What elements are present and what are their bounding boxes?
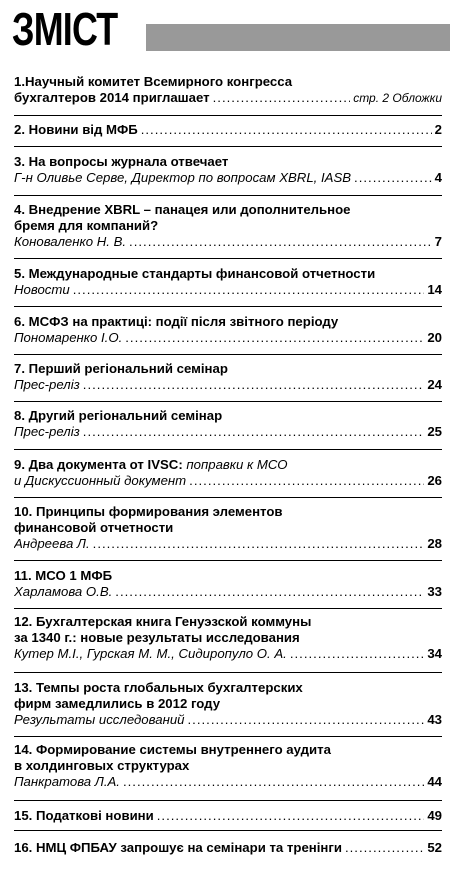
toc-entry-6[interactable] — [14, 314, 442, 346]
leader-dots — [93, 536, 425, 552]
entry-title: 16. НМЦ ФПБАУ запрошує на семінари та тренінги — [14, 840, 342, 855]
entry-author: Пономаренко І.О. — [14, 330, 123, 345]
entry-title-cont: бремя для компаний? — [14, 218, 159, 233]
entry-title: 2. Новини від МФБ — [14, 122, 138, 137]
toc-entry-2[interactable] — [14, 122, 442, 138]
leader-dots — [141, 122, 432, 138]
entry-author: Прес-реліз — [14, 377, 80, 392]
leader-dots — [189, 473, 424, 489]
separator — [14, 146, 442, 147]
entry-page: 52 — [427, 840, 442, 855]
entry-page: 20 — [427, 330, 442, 345]
toc-entry-8[interactable] — [14, 408, 442, 440]
entry-author: Коноваленко Н. В. — [14, 234, 127, 249]
entry-title: 1.Научный комитет Всемирного конгресса — [14, 74, 293, 89]
toc-entry-13[interactable] — [14, 680, 442, 728]
entry-title: 5. Международные стандарты финансовой отчетности — [14, 266, 376, 281]
entry-page: 33 — [427, 584, 442, 599]
separator — [14, 401, 442, 402]
leader-dots — [345, 840, 424, 856]
separator — [14, 115, 442, 116]
entry-page: 44 — [427, 774, 442, 789]
toc-entry-11[interactable] — [14, 568, 442, 600]
entry-title: 15. Податкові новини — [14, 808, 154, 823]
entry-title: 6. МСФЗ на практиці: події після звітного періоду — [14, 314, 339, 329]
entry-page: 2 — [434, 122, 442, 137]
entry-title-cont: финансовой отчетности — [14, 520, 174, 535]
leader-dots — [115, 584, 424, 600]
entry-page: 24 — [427, 377, 442, 392]
toc-entry-1[interactable] — [14, 74, 442, 106]
separator — [14, 258, 442, 259]
entry-page: 43 — [427, 712, 442, 727]
entry-page: 4 — [434, 170, 442, 185]
entry-title: 12. Бухгалтерская книга Генуэзской коммуны — [14, 614, 312, 629]
header-bar — [146, 24, 450, 51]
separator — [14, 800, 442, 801]
entry-page: 14 — [427, 282, 442, 297]
entry-title: 8. Другий регіональний семінар — [14, 408, 223, 423]
entry-title: 14. Формирование системы внутреннего аудита — [14, 742, 331, 757]
leader-dots — [123, 774, 424, 790]
toc-entry-16[interactable] — [14, 840, 442, 856]
separator — [14, 830, 442, 831]
entry-author: Результаты исследований — [14, 712, 185, 727]
entry-title: 9. Два документа от IVSC: — [14, 457, 183, 472]
separator — [14, 195, 442, 196]
entry-author: Панкратова Л.А. — [14, 774, 120, 789]
entry-title: 11. МСО 1 МФБ — [14, 568, 113, 583]
entry-author: Кутер М.І., Гурская М. М., Сидиропуло О. А. — [14, 646, 287, 661]
entry-title-cont: за 1340 г.: новые результаты исследования — [14, 630, 300, 645]
separator — [14, 560, 442, 561]
leader-dots — [73, 282, 425, 298]
entry-page: 26 — [427, 473, 442, 488]
toc-entry-9[interactable] — [14, 457, 442, 489]
page-title: ЗМІСТ — [12, 3, 118, 55]
entry-title-cont: в холдинговых структурах — [14, 758, 190, 773]
entry-author: Новости — [14, 282, 70, 297]
entry-page: 49 — [427, 808, 442, 823]
entry-title: 3. На вопросы журнала отвечает — [14, 154, 229, 169]
header — [0, 0, 450, 66]
entry-page: 28 — [427, 536, 442, 551]
separator — [14, 736, 442, 737]
entry-title: 10. Принципы формирования элементов — [14, 504, 283, 519]
entry-title: 13. Темпы роста глобальных бухгалтерских — [14, 680, 303, 695]
toc-entry-3[interactable] — [14, 154, 442, 186]
separator — [14, 306, 442, 307]
separator — [14, 608, 442, 609]
entry-author: Прес-реліз — [14, 424, 80, 439]
entry-title-italic: поправки к МСО — [182, 457, 288, 472]
leader-dots — [129, 234, 432, 250]
entry-author: Харламова О.В. — [14, 584, 113, 599]
toc-entry-12[interactable] — [14, 614, 442, 662]
entry-page: 34 — [427, 646, 442, 661]
toc-entry-7[interactable] — [14, 361, 442, 393]
leader-dots — [83, 377, 425, 393]
leader-dots — [188, 712, 425, 728]
leader-dots — [157, 808, 425, 824]
entry-page: стр. 2 Обложки — [353, 91, 442, 105]
toc-entry-4[interactable] — [14, 202, 442, 250]
entry-title-cont: бухгалтеров 2014 приглашает — [14, 90, 210, 105]
entry-page: 25 — [427, 424, 442, 439]
leader-dots — [125, 330, 424, 346]
toc-entry-10[interactable] — [14, 504, 442, 552]
entry-author: Г-н Оливье Серве, Директор по вопросам XBRL, IASB — [14, 170, 352, 185]
entry-title: 7. Перший регіональний семінар — [14, 361, 228, 376]
leader-dots — [290, 646, 424, 662]
leader-dots — [354, 170, 432, 186]
separator — [14, 354, 442, 355]
separator — [14, 497, 442, 498]
leader-dots — [213, 90, 351, 106]
entry-page: 7 — [434, 234, 442, 249]
toc-entry-14[interactable] — [14, 742, 442, 790]
leader-dots — [83, 424, 425, 440]
toc-entry-15[interactable] — [14, 808, 442, 824]
separator — [14, 672, 442, 673]
entry-title: 4. Внедрение XBRL – панацея или дополнительное — [14, 202, 351, 217]
entry-author: Андреева Л. — [14, 536, 90, 551]
entry-title-cont: фирм замедлились в 2012 году — [14, 696, 221, 711]
toc-entry-5[interactable] — [14, 266, 442, 298]
entry-author: и Дискуссионный документ — [14, 473, 187, 488]
separator — [14, 449, 442, 450]
